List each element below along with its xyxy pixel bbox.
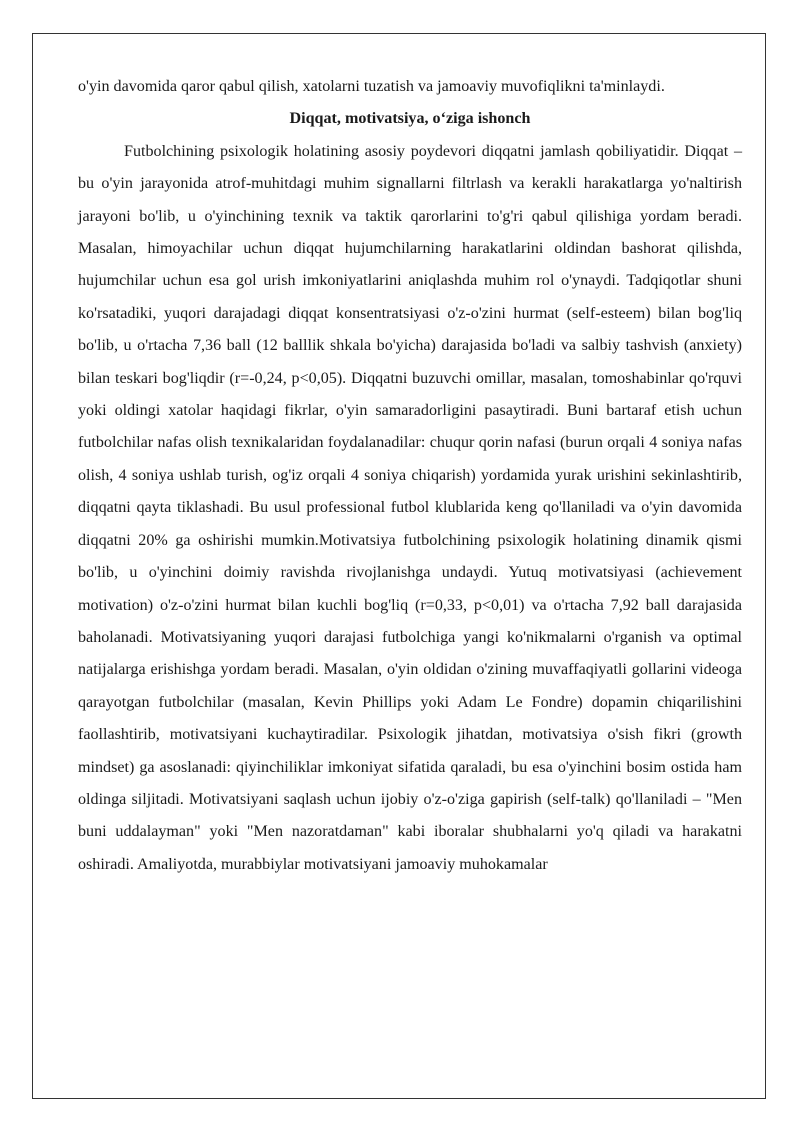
section-heading: Diqqat, motivatsiya, o‘ziga ishonch — [289, 110, 531, 128]
body-paragraph: Futbolchining psixologik holatining asosiy poydevori diqqatni jamlash qobiliyatidir. Diqqat – bu o'yin jarayonida atrof-muhitdagi muhim signallarni filtrlash va kerakli harakatlarga yo'naltirish jarayoni bo'lib, u o'yinchining texnik va taktik qarorlarini to'g'ri qabul qilishiga yordam beradi. Masalan, himoyachilar uchun diqqat hujumchilarning harakatlarini oldindan bashorat qilishda, hujumchilar uchun esa gol urish imkoniyatlarini aniqlashda muhim rol o'ynaydi. Tadqiqotlar shuni ko'rsatadiki, yuqori darajadagi diqqat konsentratsiyasi o'z-o'zini hurmat (self-esteem) bilan bog'liq bo'lib, u o'rtacha 7,36 ball (12 balllik shkala bo'yicha) darajasida bo'ladi va salbiy tashvish (anxiety) bilan teskari bog'liqdir (r=-0,24, p<0,05). Diqqatni buzuvchi omillar, masalan, tomoshabinlar qo'rquvi yoki oldingi xatolar haqidagi fikrlar, o'yin samaradorligini pasaytiradi. Buni bartaraf etish uchun futbolchilar nafas olish texnikalaridan foydalanadilar: chuqur qorin nafasi (burun orqali 4 soniya nafas olish, 4 soniya ushlab turish, og'iz orqali 4 soniya chiqarish) yordamida yurak urishini sekinlashtirib, diqqatni qayta tiklashadi. Bu usul professional futbol klublarida keng qo'llaniladi va o'yin davomida diqqatni 20% ga oshirishi mumkin.Motivatsiya futbolchining psixologik holatining dinamik qismi bo'lib, u o'yinchini doimiy ravishda rivojlanishga undaydi. Yutuq motivatsiyasi (achievement motivation) o'z-o'zini hurmat bilan kuchli bog'liq (r=0,33, p<0,01) va o'rtacha 7,92 ball darajasida baholanadi. Motivatsiyaning yuqori darajasi futbolchiga yangi ko'nikmalarni o'rganish va optimal natijalarga erishishga yordam beradi. Masalan, o'yin oldidan o'zining muvaffaqiyatli gollarini videoga qarayotgan futbolchilar (masalan, Kevin Phillips yoki Adam Le Fondre) dopamin chiqarilishini faollashtirib, motivatsiyani kuchaytiradilar. Psixologik jihatdan, motivatsiya o'sish fikri (growth mindset) ga asoslanadi: qiyinchiliklar imkoniyat sifatida qaraladi, bu esa o'yinchini bosim ostida ham oldinga siljitadi. Motivatsiyani saqlash uchun ijobiy o'z-o'ziga gapirish (self-talk) qo'llaniladi – "Men buni uddalayman" yoki "Men nazoratdaman" kabi iboralar shubhalarni yo'q qiladi va harakatni oshiradi. Amaliyotda, murabbiylar motivatsiyani jamoaviy muhokamalar — [78, 142, 742, 873]
document-body — [78, 71, 742, 881]
intro-paragraph: o'yin davomida qaror qabul qilish, xatolarni tuzatish va jamoaviy muvofiqlikni ta'minlaydi. — [78, 78, 665, 95]
